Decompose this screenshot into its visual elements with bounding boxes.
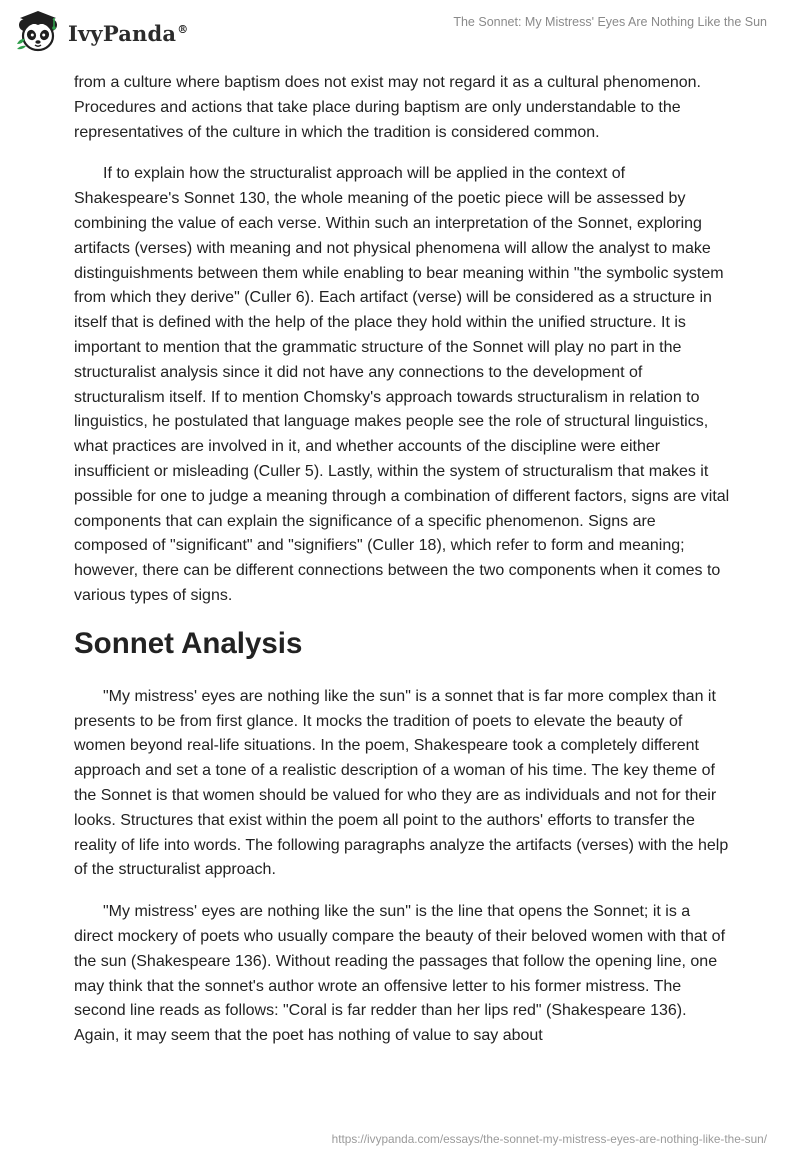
page-header	[0, 0, 800, 62]
paragraph: from a culture where baptism does not exist may not regard it as a cultural phenomenon. Procedures and actions that take place during baptism are only understandable to the representatives of the culture in which the tradition is considered common.	[74, 74, 701, 141]
paragraph: "My mistress' eyes are nothing like the sun" is a sonnet that is far more complex than it presents to be from first glance. It mocks the tradition of poets to elevate the beauty of women beyond real-life situations. In the poem, Shakespeare took a completely different approach and set a tone of a realistic description of a woman of his time. The key theme of the Sonnet is that women should be valued for who they are as individuals and not for their looks. Structures that exist within the poem all point to the authors' efforts to transfer the reality of life into words. The following paragraphs analyze the artifacts (verses) with the help of the structuralist approach.	[74, 687, 729, 879]
paragraph: If to explain how the structuralist approach will be applied in the context of Shakespeare's Sonnet 130, the whole meaning of the poetic piece will be assessed by combining the value of each verse. Within such an interpretation of the Sonnet, exploring artifacts (verses) with meaning and not physical phenomena will allow the analyst to make distinguishments between them while enabling to bear meaning within "the symbolic system from which they derive" (Culler 6). Each artifact (verse) will be considered as a structure in itself that is defined with the help of the place they hold within the unified structure. It is important to mention that the grammatic structure of the Sonnet will play no part in the structuralist analysis since it did not have any connections to the development of structuralism itself. If to mention Chomsky's approach towards structuralism in relation to linguistics, he postulated that language makes people see the role of structural linguistics, what practices are involved in it, and whether accounts of the discipline were either insufficient or misleading (Culler 5). Lastly, within the system of structuralism that makes it possible for one to judge a meaning through a combination of different factors, signs are vital components that can explain the significance of a specific phenomenon. Signs are composed of "significant" and "signifiers" (Culler 18), which refer to form and meaning; however, there can be different connections between the two components when it comes to various types of signs.	[74, 165, 730, 604]
brand-name-text: IvyPanda	[68, 20, 177, 46]
source-url-link[interactable]: https://ivypanda.com/essays/the-sonnet-my-mistress-eyes-are-nothing-like-the-sun/	[331, 1132, 767, 1146]
essay-content	[74, 71, 730, 1066]
document-title: The Sonnet: My Mistress' Eyes Are Nothing Like the Sun	[453, 15, 767, 29]
ivypanda-logo[interactable]	[14, 8, 188, 56]
section-heading: Sonnet Analysis	[74, 626, 303, 660]
registered-mark: ®	[177, 22, 189, 36]
brand-name	[68, 21, 188, 46]
panda-graduation-cap-icon	[14, 8, 62, 56]
paragraph: "My mistress' eyes are nothing like the sun" is the line that opens the Sonnet; it is a direct mockery of poets who usually compare the beauty of their beloved women with that of the sun (Shakespeare 136). Without reading the passages that follow the opening line, one may think that the sonnet's author wrote an offensive letter to his former mistress. The second line reads as follows: "Coral is far redder than her lips red" (Shakespeare 136). Again, it may seem that the poet has nothing of value to say about	[74, 903, 726, 1045]
